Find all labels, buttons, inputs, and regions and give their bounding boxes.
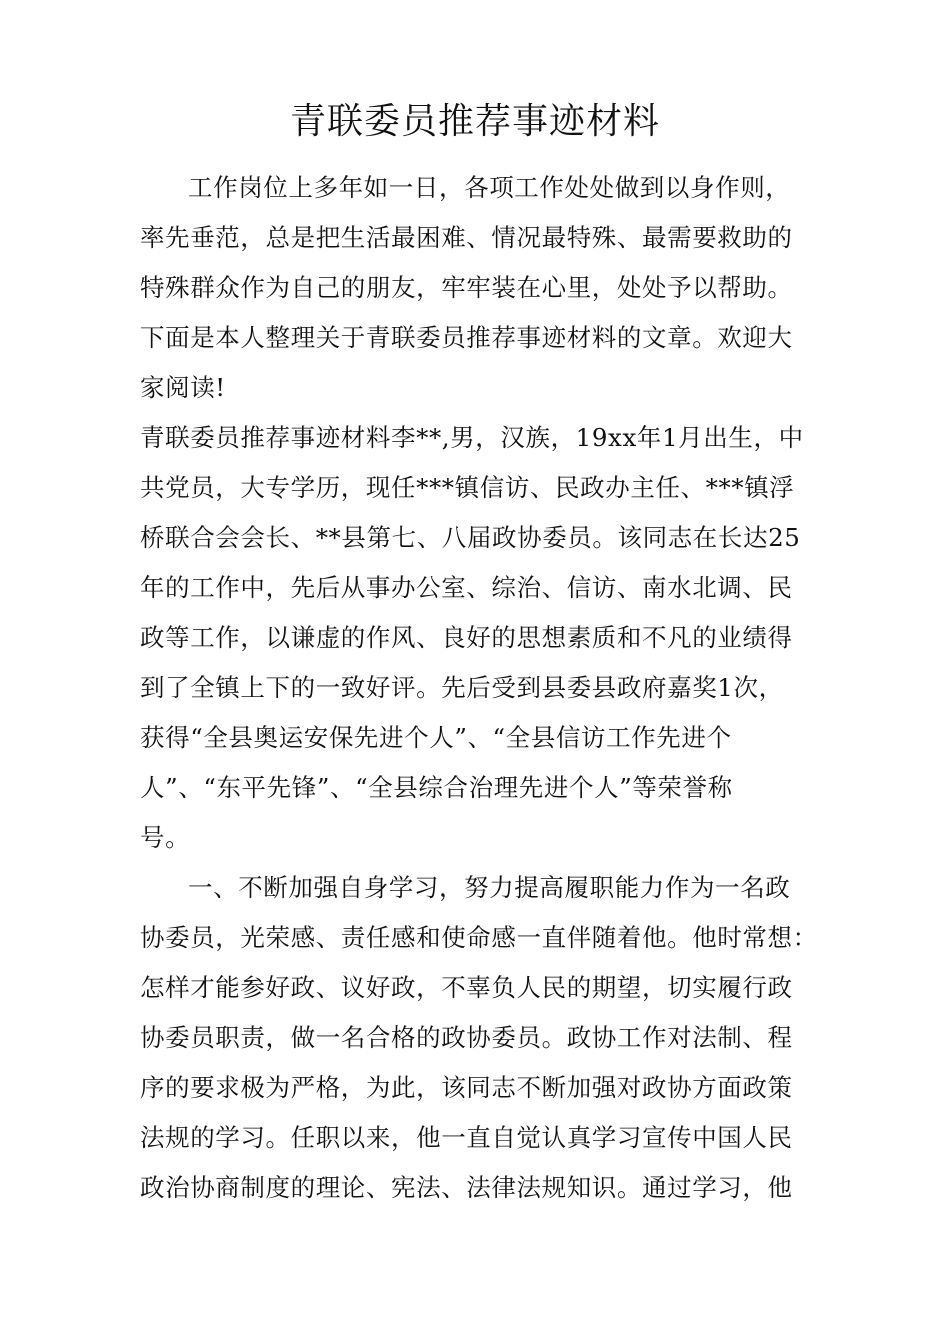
paragraph-line: 序的要求极为严格，为此，该同志不断加强对政协方面政策 [140,1073,793,1102]
document-title: 青联委员推荐事迹材料 [289,101,660,142]
paragraph-line: 政治协商制度的理论、宪法、法律法规知识。通过学习，他 [140,1173,793,1202]
paragraph-line: 怎样才能参好政、议好政，不辜负人民的期望，切实履行政 [140,973,793,1002]
paragraph-line: 下面是本人整理关于青联委员推荐事迹材料的文章。欢迎大 [140,323,793,352]
paragraph-line: 政等工作，以谦虚的作风、良好的思想素质和不凡的业绩得 [140,623,793,652]
paragraph-line: 一、不断加强自身学习，努力提高履职能力作为一名政 [188,873,791,902]
paragraph-line: 特殊群众作为自己的朋友，牢牢装在心里，处处予以帮助。 [140,273,793,302]
paragraph-line: 号。 [140,823,191,852]
paragraph-line: 协委员职责，做一名合格的政协委员。政协工作对法制、程 [140,1023,793,1052]
paragraph-line: 家阅读! [140,373,226,402]
paragraph-line: 协委员，光荣感、责任感和使命感一直伴随着他。他时常想： [140,923,818,952]
paragraph-line: 率先垂范，总是把生活最困难、情况最特殊、最需要救助的 [140,223,793,252]
paragraph-line: 年的工作中，先后从事办公室、综治、信访、南水北调、民 [140,573,793,602]
paragraph-line: 获得“全县奥运安保先进个人”、“全县信访工作先进个 [140,723,732,752]
paragraph-line: 工作岗位上多年如一日，各项工作处处做到以身作则， [188,173,791,202]
paragraph-line: 人”、“东平先锋”、“全县综合治理先进个人”等荣誉称 [140,773,733,802]
paragraph-line: 共党员，大专学历，现任***镇信访、民政办主任、***镇浮 [140,473,795,502]
paragraph-line: 法规的学习。任职以来，他一直自觉认真学习宣传中国人民 [140,1123,793,1152]
paragraph-line: 到了全镇上下的一致好评。先后受到县委县政府嘉奖1次， [140,673,784,702]
paragraph-line: 青联委员推荐事迹材料李**,男，汉族，19xx年1月出生，中 [140,423,804,452]
paragraph-line: 桥联合会会长、**县第七、八届政协委员。该同志在长达25 [140,523,801,552]
